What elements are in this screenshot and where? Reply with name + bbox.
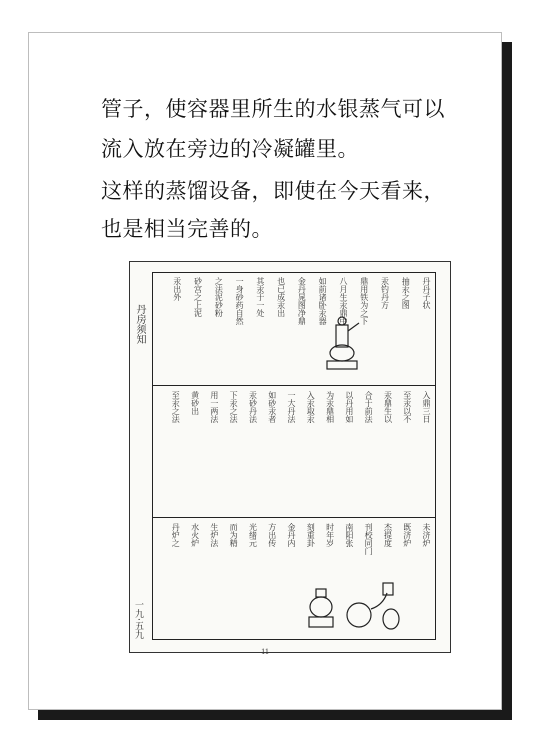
scan-text-column: 金丹内	[287, 523, 296, 547]
scan-text-column: 方出传	[267, 523, 277, 547]
scan-text-column: 其汞于一处	[255, 277, 265, 317]
panel-divider-2	[153, 517, 435, 518]
scan-text-column: 既济炉	[402, 523, 412, 547]
paragraph-line-2: 流入放在旁边的冷凝罐里。	[101, 137, 359, 161]
page-number: 11	[261, 647, 269, 656]
scan-text-column: 合于前法	[364, 391, 374, 423]
scan-text-column: 之法泥砂粉	[214, 277, 224, 317]
scan-text-column: 丹丹子状	[422, 277, 431, 309]
scan-text-column: 砂宫之上泥	[193, 277, 203, 317]
distillation-apparatus-icon	[321, 313, 363, 375]
scan-text-column: 汞钓丹方	[380, 277, 390, 309]
scan-text-column: 光绪元	[248, 523, 258, 547]
scan-text-column: 下汞之法	[229, 391, 239, 423]
scan-text-column: 为汞鼎相	[325, 391, 335, 423]
scan-text-column: 也已成汞出	[276, 277, 286, 317]
scan-text-column: 用一两法	[209, 391, 219, 423]
scan-panel-3	[153, 519, 435, 639]
paragraph-line-1: 管子，使容器里所生的水银蒸气可以	[101, 97, 445, 121]
scan-text-column: 至汞以不	[402, 391, 412, 423]
scan-text-column: 如前诸卧汞器	[318, 277, 328, 325]
scan-text-column: 汞鼎生以	[383, 391, 393, 423]
scan-text-column: 金丹晁图净鼎	[297, 277, 307, 325]
scanned-book-image	[129, 261, 451, 653]
scan-text-column: 而为精	[229, 523, 239, 547]
scan-frame	[152, 272, 436, 640]
furnace-vessel-icon	[303, 583, 339, 633]
paragraph-line-3: 这样的蒸馏设备，即使在今天看来，	[101, 179, 445, 203]
scan-panel-2	[153, 387, 435, 517]
panel-divider-1	[153, 385, 435, 386]
margin-title: 丹房须知	[134, 304, 145, 344]
scan-text-column: 一大丹法	[287, 391, 296, 423]
scan-text-column: 汞砂丹法	[248, 391, 258, 423]
scan-text-column: 入鼎三日	[422, 391, 431, 423]
scan-text-column: 水火炉	[190, 523, 200, 547]
scan-text-column: 入汞取汞	[306, 391, 316, 423]
scan-text-column: 杰提度	[383, 523, 393, 547]
scan-text-column: 刻重卦	[306, 523, 316, 547]
scan-text-column: 如砂汞者	[267, 391, 277, 423]
scan-text-column: 抽汞之图	[401, 277, 411, 309]
paragraph-line-4: 也是相当完善的。	[101, 217, 273, 241]
document-page	[28, 32, 502, 710]
scan-text-column: 以丹用如	[344, 391, 354, 423]
scan-text-column: 刊校同门	[364, 523, 374, 555]
scan-text-column: 生炉法	[209, 523, 219, 547]
alembic-vessel-icon	[343, 579, 405, 633]
margin-page-label: 一九·五九	[133, 600, 143, 639]
scan-text-column: 至汞之法	[171, 391, 181, 423]
scan-text-column: 未济炉	[422, 523, 431, 547]
scan-text-column: 丹炉之	[171, 523, 181, 547]
scan-text-column: 一身砂药自然	[235, 277, 245, 325]
scan-text-column: 鼎用铁为之下	[359, 277, 369, 325]
scan-text-column: 南阳张	[344, 523, 354, 547]
scan-text-column: 时年岁	[325, 523, 335, 547]
scan-text-column: 八月生汞鼎中	[338, 277, 348, 325]
scan-text-column: 汞出外	[172, 277, 182, 301]
scan-text-column: 黄砂出	[190, 391, 200, 415]
scan-panel-1	[153, 273, 435, 385]
